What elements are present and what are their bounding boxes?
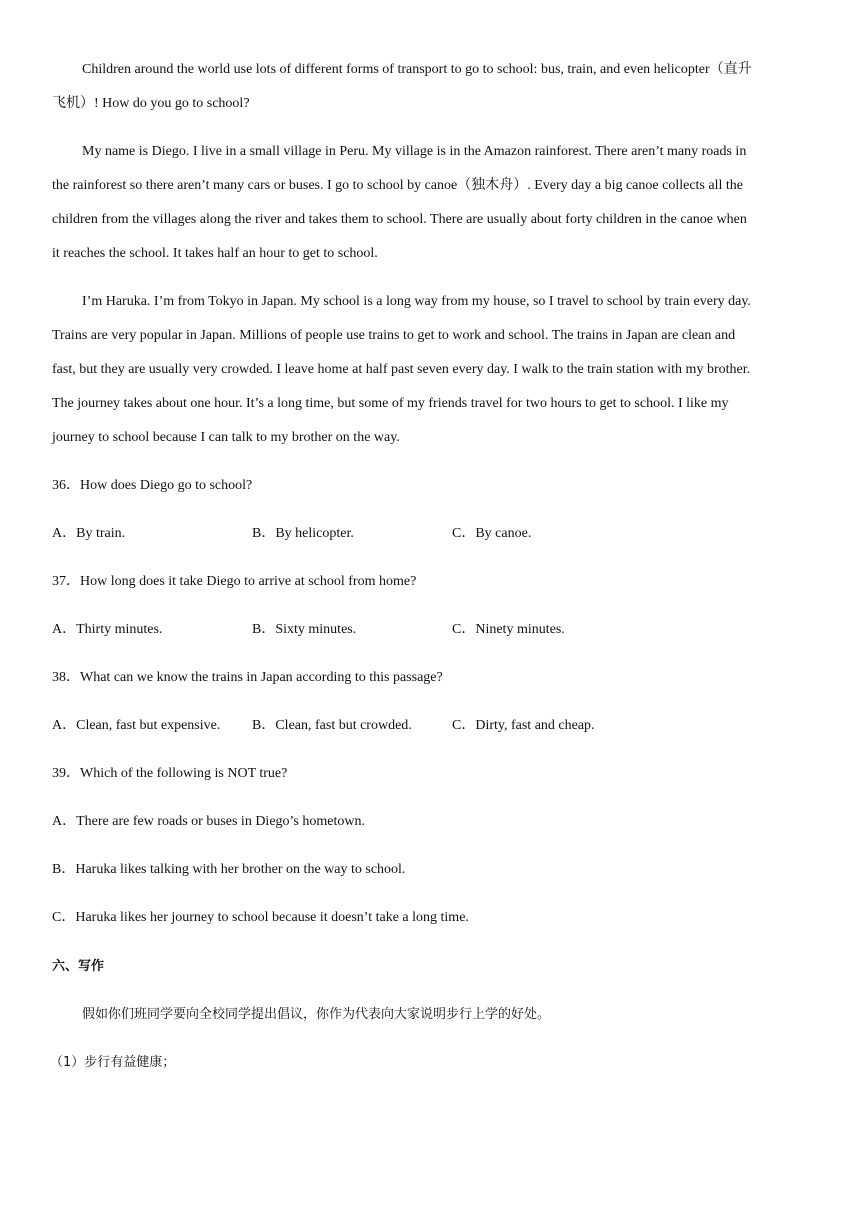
question-stem: 36．How does Diego go to school?	[52, 478, 253, 493]
question-stem: 39．Which of the following is NOT true?	[52, 766, 288, 781]
option-b: B．Clean, fast but crowded.	[252, 718, 412, 733]
passage-line: children from the villages along the river and takes them to school. There are usually about forty children in the canoe when	[52, 212, 747, 227]
passage-line: My name is Diego. I live in a small village in Peru. My village is in the Amazon rainforest. There aren’t many roads in	[82, 144, 747, 159]
option-b: B．By helicopter.	[252, 526, 354, 541]
passage-line: I’m Haruka. I’m from Tokyo in Japan. My school is a long way from my house, so I travel to school by train every day.	[82, 294, 751, 309]
passage-line: Trains are very popular in Japan. Millions of people use trains to get to work and school. The trains in Japan are clean and	[52, 328, 736, 343]
writing-point: （1）步行有益健康；	[50, 1055, 176, 1070]
writing-prompt: 假如你们班同学要向全校同学提出倡议，你作为代表向大家说明步行上学的好处。	[82, 1007, 551, 1022]
passage-line: The journey takes about one hour. It’s a long time, but some of my friends travel for two hours to get to school. I like my	[52, 396, 729, 411]
option-c: C．Dirty, fast and cheap.	[452, 718, 595, 733]
passage-line: 飞机）! How do you go to school?	[52, 96, 250, 111]
question-stem: 37．How long does it take Diego to arrive at school from home?	[52, 574, 417, 589]
question-stem: 38．What can we know the trains in Japan according to this passage?	[52, 670, 443, 685]
passage-line: Children around the world use lots of different forms of transport to go to school: bus, train, and even helicopter（直升	[82, 62, 752, 77]
option-b: B．Sixty minutes.	[252, 622, 357, 637]
option-a: A．There are few roads or buses in Diego’s hometown.	[52, 814, 365, 829]
section-heading: 六、写作	[52, 959, 105, 974]
option-b: B．Haruka likes talking with her brother on the way to school.	[52, 862, 406, 877]
passage-line: journey to school because I can talk to my brother on the way.	[52, 430, 400, 445]
option-a: A．By train.	[52, 526, 126, 541]
option-c: C．Ninety minutes.	[452, 622, 565, 637]
passage-line: the rainforest so there aren’t many cars or buses. I go to school by canoe（独木舟）. Every day a big canoe collects all the	[52, 178, 743, 193]
option-a: A．Clean, fast but expensive.	[52, 718, 221, 733]
option-a: A．Thirty minutes.	[52, 622, 163, 637]
option-c: C．By canoe.	[452, 526, 532, 541]
option-c: C．Haruka likes her journey to school because it doesn’t take a long time.	[52, 910, 469, 925]
passage-line: fast, but they are usually very crowded. I leave home at half past seven every day. I walk to the train station with my brother.	[52, 362, 751, 377]
passage-line: it reaches the school. It takes half an hour to get to school.	[52, 246, 378, 261]
